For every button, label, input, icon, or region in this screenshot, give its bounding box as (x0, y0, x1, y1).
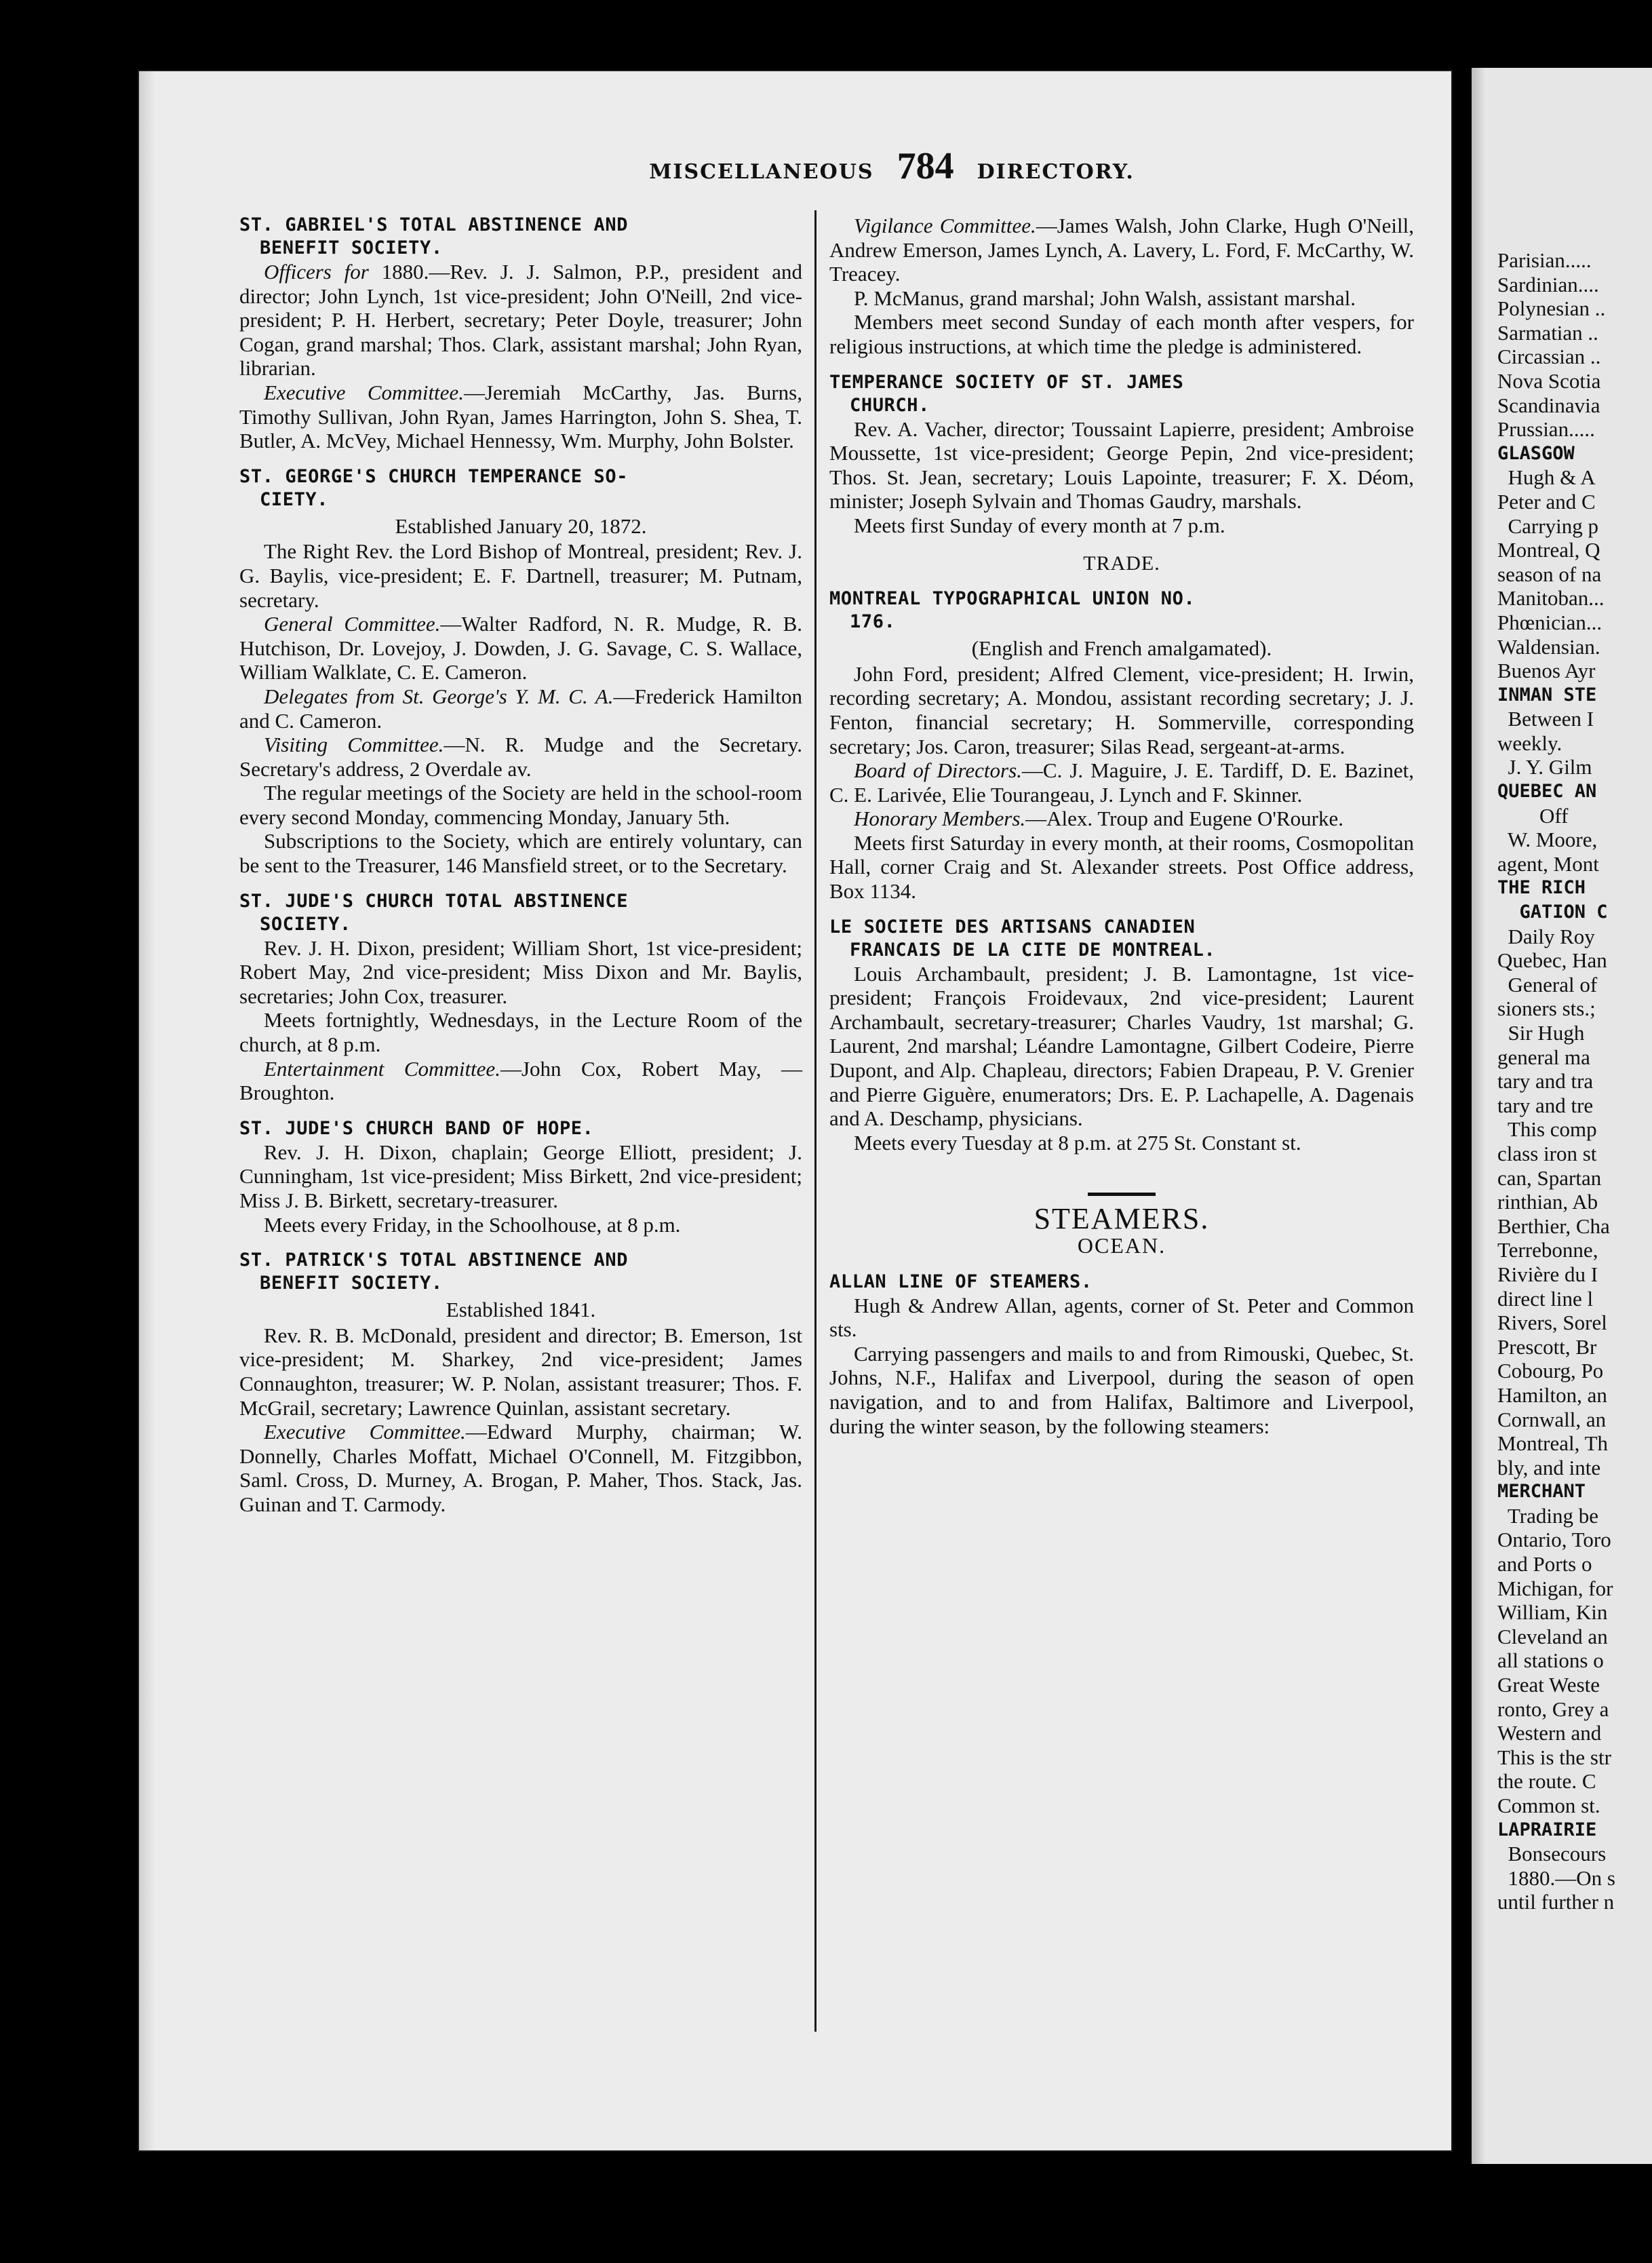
paragraph-text: Rev. R. B. McDonald, president and director; B. Emerson, 1st vice-president; M. Sharkey, 2nd vice-president; James Connaughton, treasurer; W. P. Nolan, assistant treasurer; Thos. F. McGrail, secretary; Lawrence Quinlan, assistant secretary. (239, 1323, 802, 1420)
cut-line: Waldensian. (1497, 634, 1600, 659)
cut-line: Sarmatian .. (1497, 320, 1598, 345)
cut-line: Western and (1497, 1721, 1602, 1745)
cut-line: Phœnician... (1497, 610, 1602, 634)
paragraph (239, 684, 802, 733)
cut-line: direct line l (1497, 1286, 1594, 1311)
adjacent-page-strip (1472, 68, 1652, 2164)
paragraph-text: —James Walsh, John Clarke, Hugh O'Neill, Andrew Emerson, James Lynch, A. Lavery, L. Ford, F. McCarthy, W. Treacey. (829, 214, 1414, 286)
running-head (566, 144, 1217, 188)
cut-line: Ontario, Toro (1497, 1528, 1611, 1552)
section-heading: ST. JUDE'S CHURCH TOTAL ABSTINENCE SOCIETY. (239, 890, 629, 935)
paragraph (829, 417, 1414, 514)
section-heading: MONTREAL TYPOGRAPHICAL UNION NO. 176. (829, 588, 1196, 633)
subcategory-title: OCEAN. (1077, 1233, 1166, 1258)
cut-heading: QUEBEC AN (1497, 781, 1597, 802)
paragraph-text: Carrying passengers and mails to and from Rimouski, Quebec, St. Johns, N.F., Halifax and Liverpool, during the season of open navigation, and to and from Halifax, Baltimore and Liverpool, during the winter season, by the following steamers: (829, 1341, 1414, 1438)
cut-line: Cornwall, an (1497, 1407, 1607, 1431)
cut-heading: GATION C (1497, 902, 1608, 923)
paragraph-text: Subscriptions to the Society, which are entirely voluntary, can be sent to the Treasurer, 146 Mansfield street, or to the Secretary. (239, 829, 802, 878)
paragraph (239, 539, 802, 612)
category-title: TRADE. (1083, 552, 1160, 575)
cut-line: Circassian .. (1497, 345, 1601, 369)
cut-line: Quebec, Han (1497, 948, 1607, 973)
short-rule (1088, 1193, 1156, 1196)
cut-line: Between I (1497, 707, 1594, 731)
paragraph (829, 286, 1414, 311)
cut-line: weekly. (1497, 731, 1562, 755)
cut-line: 1880.—On s (1497, 1865, 1615, 1890)
cut-line: tary and tra (1497, 1069, 1594, 1094)
cut-line: until further n (1497, 1890, 1615, 1914)
paragraph-text: Meets first Saturday in every month, at their rooms, Cosmopolitan Hall, corner Craig and St. Alexander streets. Post Office address, Box 1134. (829, 830, 1414, 904)
paragraph (829, 310, 1414, 358)
cut-heading: MERCHANT (1497, 1481, 1586, 1503)
running-head-right: DIRECTORY. (977, 160, 1135, 184)
paragraph (829, 1294, 1414, 1342)
section-heading: ST. GABRIEL'S TOTAL ABSTINENCE AND BENEFIT SOCIETY. (239, 214, 629, 258)
cut-line: J. Y. Gilm (1497, 755, 1592, 779)
paragraph (239, 1420, 802, 1516)
section-heading: ST. PATRICK'S TOTAL ABSTINENCE AND BENEFIT SOCIETY. (239, 1250, 629, 1294)
paragraph (829, 962, 1414, 1131)
cut-line: Common st. (1497, 1794, 1600, 1817)
section-heading: ST. JUDE'S CHURCH BAND OF HOPE. (239, 1117, 594, 1139)
paragraph (829, 214, 1414, 286)
cut-line: Carrying p (1497, 514, 1598, 538)
paragraph-text: Members meet second Sunday of each month after vespers, for religious instructions, at which time the pledge is administered. (829, 310, 1414, 358)
adjacent-page-lines (1497, 248, 1652, 1914)
cut-line: Parisian..... (1497, 248, 1592, 272)
paragraph (239, 1213, 802, 1237)
paragraph (829, 758, 1414, 807)
cut-line: Rivière du I (1497, 1262, 1598, 1286)
paragraph-text: —John Cox, Robert May, — Broughton. (239, 1056, 802, 1105)
cut-line: Michigan, for (1497, 1576, 1613, 1600)
middle-column (829, 214, 1414, 1438)
paragraph-lead: Delegates from St. George's Y. M. C. A. (264, 684, 614, 708)
paragraph (829, 1342, 1414, 1438)
cut-line: Buenos Ayr (1497, 659, 1596, 683)
paragraph-text: —C. J. Maguire, J. E. Tardiff, D. E. Bazinet, C. E. Larivée, Elie Tourangeau, J. Lynch and F. Skinner. (829, 758, 1414, 807)
cut-line: Cleveland an (1497, 1624, 1608, 1648)
cut-line: Daily Roy (1497, 924, 1595, 948)
paragraph (239, 1323, 802, 1420)
cut-heading: THE RICH (1497, 877, 1586, 899)
established-line: Established January 20, 1872. (395, 514, 647, 538)
established-line: (English and French amalgamated). (971, 636, 1272, 661)
cut-line: the route. C (1497, 1769, 1596, 1794)
paragraph-text: Meets fortnightly, Wednesdays, in the Lecture Room of the church, at 8 p.m. (239, 1008, 802, 1057)
paragraph (829, 514, 1414, 538)
cut-line: Hugh & A (1497, 465, 1596, 490)
cut-line: This comp (1497, 1117, 1597, 1142)
paragraph-text: John Ford, president; Alfred Clement, vice-president; H. Irwin, recording secretary; A. Mondou, assistant recording secretary; J. J. Fenton, financial secretary; H. Sommerville, corresponding secretary; Jos. Caron, treasurer; Silas Read, sergeant-at-arms. (829, 661, 1414, 758)
paragraph-lead: Visiting Committee. (264, 733, 444, 757)
paragraph-text: Rev. J. H. Dixon, chaplain; George Elliott, president; J. Cunningham, 1st vice-president; Miss Birkett, 2nd vice-president; Miss J. B. Birkett, secretary-treasurer. (239, 1140, 802, 1212)
paragraph-text: The regular meetings of the Society are held in the school-room every second Monday, commencing Monday, January 5th. (239, 781, 802, 829)
paragraph-text: Rev. A. Vacher, director; Toussaint Lapierre, president; Ambroise Moussette, 1st vice-president; George Pepin, 2nd vice-president; Thos. St. Jean, secretary; Louis Lapointe, treasurer; F. X. Déom, minister; Joseph Sylvain and Thomas Gaudry, marshals. (829, 417, 1414, 514)
paragraph-text: —N. R. Mudge and the Secretary. Secretary's address, 2 Overdale av. (239, 733, 802, 781)
cut-line: rinthian, Ab (1497, 1190, 1598, 1214)
cut-line: William, Kin (1497, 1600, 1608, 1625)
cut-line: Cobourg, Po (1497, 1359, 1604, 1383)
section-heading: ALLAN LINE OF STEAMERS. (829, 1271, 1093, 1292)
section-heading: TEMPERANCE SOCIETY OF ST. JAMES CHURCH. (829, 371, 1184, 416)
paragraph (829, 662, 1414, 758)
cut-line: Manitoban... (1497, 586, 1605, 611)
paragraph-lead: Honorary Members. (854, 807, 1026, 831)
directory-page (139, 71, 1451, 2150)
cut-line: General of (1497, 972, 1598, 997)
paragraph-lead: Entertainment Committee. (264, 1056, 500, 1081)
page-number: 784 (897, 145, 954, 187)
cut-line: and Ports o (1497, 1552, 1592, 1577)
paragraph-text: Meets every Tuesday at 8 p.m. at 275 St. Constant st. (854, 1130, 1301, 1155)
established-line: Established 1841. (446, 1298, 596, 1322)
paragraph (239, 1008, 802, 1056)
paragraph-text: Rev. J. H. Dixon, president; William Short, 1st vice-president; Robert May, 2nd vice-president; Miss Dixon and Mr. Baylis, secretaries; John Cox, treasurer. (239, 935, 802, 1008)
cut-line: class iron st (1497, 1141, 1597, 1165)
paragraph-text: —Edward Murphy, chairman; W. Donnelly, Charles Moffatt, Michael O'Connell, M. Fitzgibbon, Saml. Cross, D. Murney, A. Brogan, P. Maher, Thos. Stack, Jas. Guinan and T. Carmody. (239, 1420, 802, 1516)
paragraph (829, 1131, 1414, 1155)
paragraph-text: The Right Rev. the Lord Bishop of Montreal, president; Rev. J. G. Baylis, vice-president; E. F. Dartnell, treasurer; M. Putnam, secretary. (239, 539, 802, 612)
section-heading: LE SOCIETE DES ARTISANS CANADIEN FRANCAIS DE LA CITE DE MONTREAL. (829, 916, 1216, 961)
cut-heading: GLASGOW (1497, 442, 1575, 464)
paragraph (239, 781, 802, 829)
cut-line: can, Spartan (1497, 1165, 1602, 1190)
paragraph (239, 936, 802, 1009)
paragraph (239, 733, 802, 781)
paragraph (239, 260, 802, 381)
cut-line: season of na (1497, 562, 1602, 586)
paragraph-text: Meets first Sunday of every month at 7 p.m. (854, 513, 1225, 537)
cut-line: Trading be (1497, 1503, 1598, 1528)
left-column (239, 214, 802, 1517)
paragraph-lead: Vigilance Committee. (854, 214, 1036, 237)
paragraph-text: —Walter Radford, N. R. Mudge, R. B. Hutchison, Dr. Lovejoy, J. Dowden, J. G. Savage, C. S. Wallace, William Walklate, C. E. Cameron. (239, 612, 803, 684)
paragraph (239, 1057, 802, 1105)
cut-line: agent, Mont (1497, 851, 1599, 876)
column-rule (814, 210, 817, 2032)
paragraph-lead: Executive Committee. (264, 1420, 466, 1444)
running-head-left: MISCELLANEOUS (649, 160, 874, 184)
cut-line: Scandinavia (1497, 393, 1600, 417)
paragraph (239, 612, 802, 684)
paragraph-text: —Alex. Troup and Eugene O'Rourke. (1025, 807, 1343, 831)
paragraph-lead: General Committee. (264, 612, 441, 636)
section-heading: ST. GEORGE'S CHURCH TEMPERANCE SO- CIETY. (239, 465, 629, 510)
paragraph-lead: Officers for (264, 260, 369, 284)
paragraph-text: 1880.—Rev. J. J. Salmon, P.P., president and director; John Lynch, 1st vice-president; John O'Neill, 2nd vice-president; P. H. Herbert, secretary; Peter Doyle, treasurer; John Cogan, grand marshal; Thos. Clark, assistant marshal; John Ryan, librarian. (239, 260, 802, 381)
paragraph-text: Louis Archambault, president; J. B. Lamontagne, 1st vice-president; François Froidevaux, 2nd vice-president; Laurent Archambault, secretary-treasurer; Charles Vaudry, 1st marshal; G. Laurent, 2nd marshal; Léandre Lamontagne, Gilbert Codeire, Pierre Dupont, and Alp. Chapleau, directors; Fabien Drapeau, P. V. Grenier and Pierre Giguère, enumerators; Drs. E. P. Lachapelle, A. Dagenais and A. Deschamp, physicians. (829, 961, 1414, 1131)
paragraph (239, 381, 802, 453)
paragraph-text: —Jeremiah McCarthy, Jas. Burns, Timothy Sullivan, John Ryan, James Harrington, John S. Shea, T. Butler, A. McVey, Michael Hennessy, Wm. Murphy, John Bolster. (239, 380, 802, 453)
paragraph-text: Hugh & Andrew Allan, agents, corner of St. Peter and Common sts. (829, 1293, 1414, 1342)
paragraph-text: —Frederick Hamilton and C. Cameron. (239, 684, 802, 733)
paragraph (829, 831, 1414, 904)
cut-line: Nova Scotia (1497, 368, 1601, 393)
paragraph (239, 829, 802, 877)
cut-line: Terrebonne, (1497, 1238, 1604, 1262)
cut-line: Montreal, Q (1497, 538, 1600, 562)
cut-line: W. Moore, (1497, 828, 1598, 852)
cut-line: sioners sts.; (1497, 997, 1596, 1021)
cut-line: Prussian..... (1497, 417, 1595, 442)
cut-line: Bonsecours (1497, 1842, 1607, 1866)
cut-line: Polynesian .. (1497, 296, 1606, 321)
cut-line: Off (1497, 803, 1569, 828)
cut-line: Rivers, Sorel (1497, 1311, 1607, 1335)
cut-line: all stations o (1497, 1648, 1604, 1673)
cut-line: This is the str (1497, 1745, 1611, 1769)
cut-line: Montreal, Th (1497, 1431, 1609, 1456)
cut-line: tary and tre (1497, 1093, 1594, 1117)
paragraph-lead: Board of Directors. (854, 758, 1022, 783)
cut-line: Great Weste (1497, 1673, 1600, 1697)
cut-heading: LAPRAIRIE (1497, 1819, 1597, 1840)
cut-line: Sir Hugh (1497, 1021, 1585, 1045)
cut-line: bly, and inte (1497, 1455, 1601, 1479)
paragraph (829, 807, 1414, 831)
paragraph-text: P. McManus, grand marshal; John Walsh, assistant marshal. (854, 286, 1356, 310)
cut-line: ronto, Grey a (1497, 1697, 1609, 1721)
paragraph (239, 1140, 802, 1213)
category-title-large: STEAMERS. (1034, 1202, 1210, 1236)
cut-line: Hamilton, an (1497, 1382, 1607, 1407)
cut-line: general ma (1497, 1045, 1590, 1069)
paragraph-lead: Executive Committee. (264, 380, 464, 404)
cut-heading: INMAN STE (1497, 684, 1597, 705)
cut-line: Sardinian.... (1497, 272, 1599, 296)
cut-line: Peter and C (1497, 489, 1596, 514)
paragraph-text: Meets every Friday, in the Schoolhouse, at 8 p.m. (264, 1212, 681, 1237)
cut-line: Berthier, Cha (1497, 1214, 1610, 1238)
cut-line: Prescott, Br (1497, 1334, 1597, 1359)
